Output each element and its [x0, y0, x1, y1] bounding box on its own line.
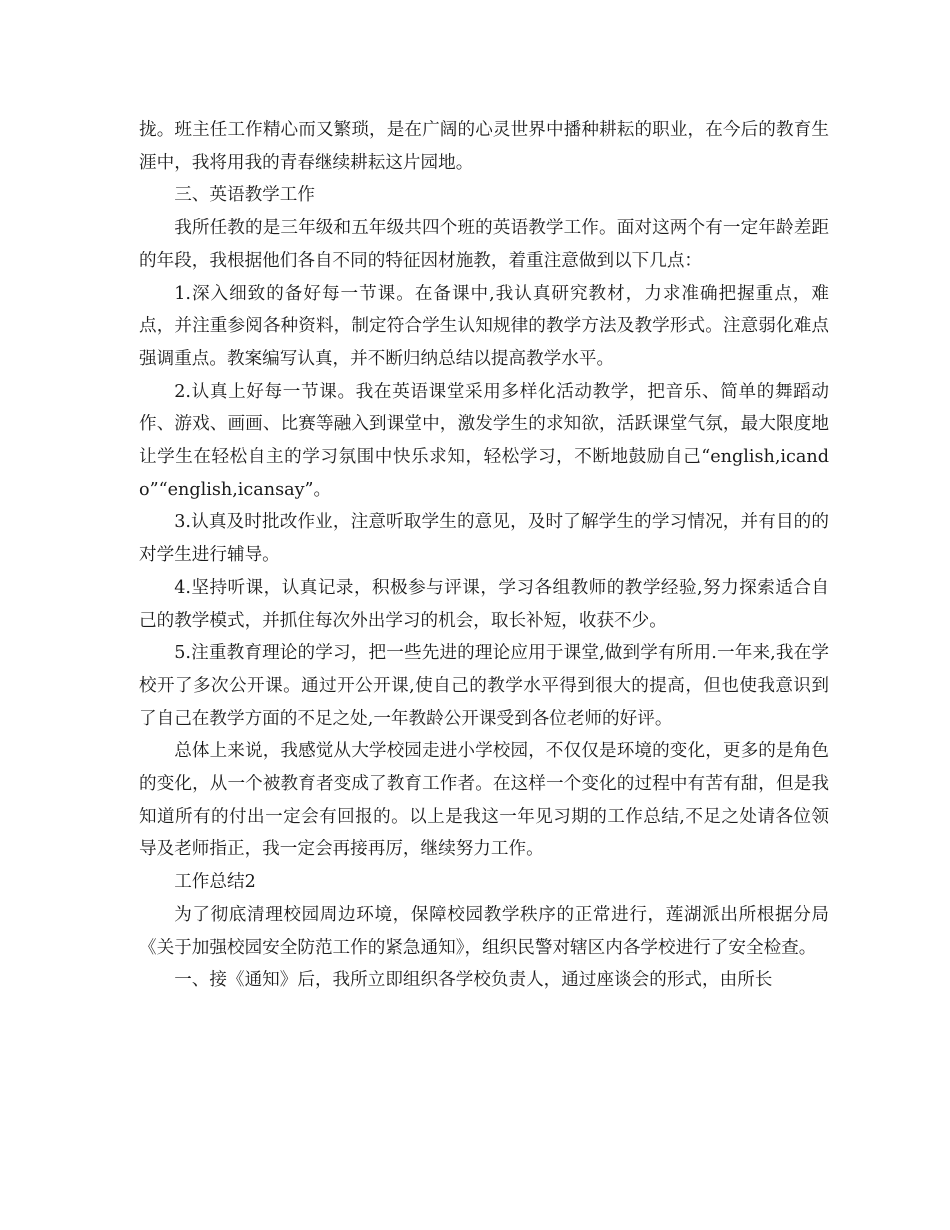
list-item: 5.注重教育理论的学习，把一些先进的理论应用于课堂,做到学有所用.一年来,我在学校开了多次公开课。通过开公开课,使自己的教学水平得到很大的提高，但也使我意识到了自己在教学方面的不足之处,一年教龄公开课受到各位老师的好评。 — [139, 643, 829, 729]
list-item: 1.深入细致的备好每一节课。在备课中,我认真研究教材，力求准确把握重点，难点，并注重参阅各种资料，制定符合学生认知规律的教学方法及教学形式。注意弱化难点强调重点。教案编写认真，并不断归纳总结以提高教学水平。 — [139, 283, 829, 369]
section-heading-summary-2: 工作总结2 — [174, 872, 256, 893]
list-item: 3.认真及时批改作业，注意听取学生的意见，及时了解学生的学习情况，并有目的的对学生进行辅导。 — [139, 512, 829, 566]
paragraph-continuation: 拢。班主任工作精心而又繁琐，是在广阔的心灵世界中播种耕耘的职业，在今后的教育生涯中，我将用我的青春继续耕耘这片园地。 — [139, 120, 829, 173]
paragraph: 为了彻底清理校园周边环境，保障校园教学秩序的正常进行，莲湖派出所根据分局《关于加强校园安全防范工作的紧急通知》，组织民警对辖区内各学校进行了安全检查。 — [139, 904, 829, 958]
document-body — [139, 114, 829, 997]
paragraph-summary: 总体上来说，我感觉从大学校园走进小学校园，不仅仅是环境的变化，更多的是角色的变化，从一个被教育者变成了教育工作者。在这样一个变化的过程中有苦有甜，但是我知道所有的付出一定会有回报的。以上是我这一年见习期的工作总结,不足之处请各位领导及老师指正，我一定会再接再厉，继续努力工作。 — [139, 741, 829, 860]
section-heading-english-teaching: 三、英语教学工作 — [174, 185, 315, 206]
paragraph: 一、接《通知》后，我所立即组织各学校负责人，通过座谈会的形式，由所长 — [174, 970, 773, 991]
list-item: 4.坚持听课，认真记录，积极参与评课，学习各组教师的教学经验,努力探索适合自己的教学模式，并抓住每次外出学习的机会，取长补短，收获不少。 — [139, 577, 829, 631]
paragraph: 我所任教的是三年级和五年级共四个班的英语教学工作。面对这两个有一定年龄差距的年段，我根据他们各自不同的特征因材施教，着重注意做到以下几点： — [139, 218, 829, 271]
list-item: 2.认真上好每一节课。我在英语课堂采用多样化活动教学，把音乐、简单的舞蹈动作、游戏、画画、比赛等融入到课堂中，激发学生的求知欲，活跃课堂气氛，最大限度地让学生在轻松自主的学习氛围中快乐求知，轻松学习，不断地鼓励自己“english,icando”“english,icansay”。 — [139, 381, 829, 500]
